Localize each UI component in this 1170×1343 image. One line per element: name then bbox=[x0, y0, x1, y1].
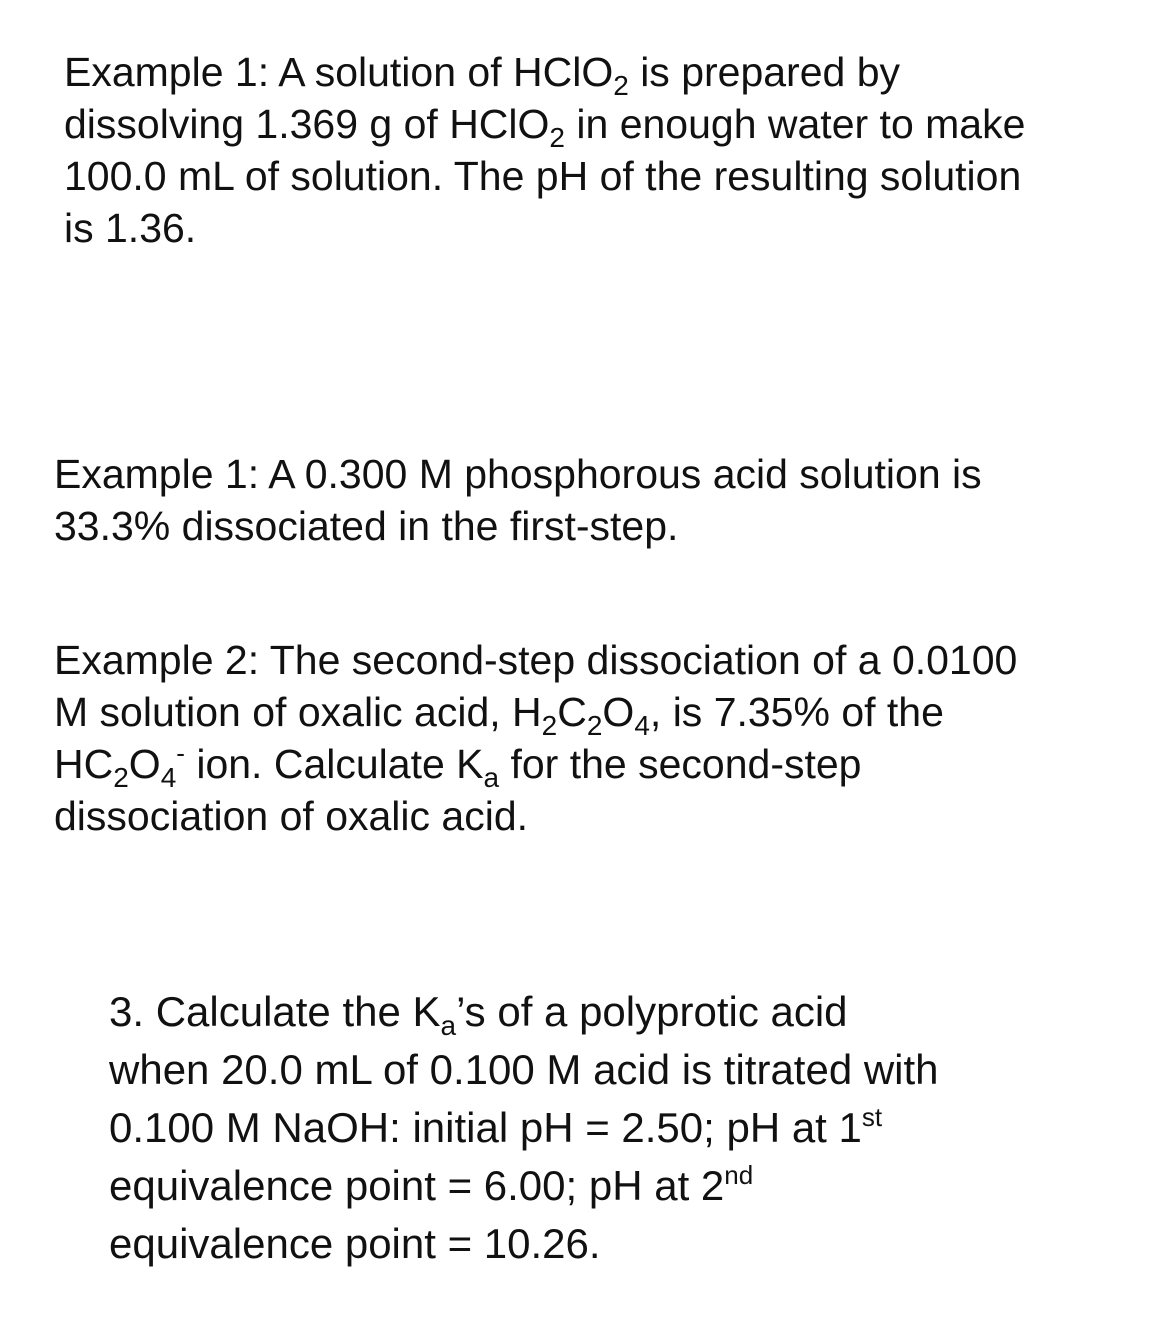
superscript: st bbox=[861, 1102, 883, 1132]
subscript: 4 bbox=[634, 710, 650, 741]
text-line: dissociation of oxalic acid. bbox=[54, 793, 529, 839]
problem-3-paragraph bbox=[109, 983, 939, 1273]
text-line bbox=[54, 738, 1017, 793]
text-line bbox=[64, 46, 1025, 101]
subscript: 2 bbox=[549, 122, 565, 153]
text-run: Example 1: A solution of HClO bbox=[64, 49, 614, 95]
text-run: C bbox=[557, 689, 587, 735]
text-run: ’s of a polyprotic acid bbox=[456, 988, 848, 1035]
subscript: 4 bbox=[160, 762, 177, 793]
subscript: a bbox=[440, 1010, 457, 1041]
subscript: 2 bbox=[113, 762, 129, 793]
text-run: O bbox=[128, 741, 161, 787]
text-run: , is 7.35% of the bbox=[649, 689, 944, 735]
text-line: when 20.0 mL of 0.100 M acid is titrated with bbox=[109, 1046, 939, 1093]
text-line bbox=[54, 686, 1017, 741]
example-oxalic-paragraph bbox=[54, 634, 1017, 842]
text-run: in enough water to make bbox=[565, 101, 1026, 147]
example-phosphorous-paragraph bbox=[54, 448, 982, 552]
subscript: 2 bbox=[541, 710, 558, 741]
superscript: nd bbox=[724, 1160, 754, 1190]
text-line bbox=[109, 1099, 939, 1157]
text-line bbox=[109, 1157, 939, 1215]
text-run: 3. Calculate the K bbox=[109, 988, 441, 1035]
text-run: dissolving 1.369 g of HClO bbox=[64, 101, 550, 147]
text-run: HC bbox=[54, 741, 114, 787]
text-line bbox=[109, 983, 939, 1041]
text-run: equivalence point = 6.00; pH at 2 bbox=[109, 1162, 725, 1209]
subscript: a bbox=[483, 762, 500, 793]
subscript: 2 bbox=[586, 710, 603, 741]
text-run: for the second-step bbox=[499, 741, 862, 787]
subscript: 2 bbox=[613, 70, 629, 101]
text-run: M solution of oxalic acid, H bbox=[54, 689, 542, 735]
text-line: Example 1: A 0.300 M phosphorous acid solution is bbox=[54, 451, 982, 497]
text-line: is 1.36. bbox=[64, 205, 197, 251]
text-run: ion. Calculate K bbox=[184, 741, 484, 787]
text-line bbox=[64, 98, 1026, 153]
text-line: 100.0 mL of solution. The pH of the resulting solution bbox=[64, 153, 1022, 199]
text-run: 0.100 M NaOH: initial pH = 2.50; pH at 1 bbox=[109, 1104, 862, 1151]
text-line: 33.3% dissociated in the first-step. bbox=[54, 503, 679, 549]
text-run: is prepared by bbox=[628, 49, 901, 95]
example-hclo2-paragraph bbox=[64, 46, 1025, 254]
text-run: O bbox=[602, 689, 635, 735]
text-line: equivalence point = 10.26. bbox=[109, 1220, 601, 1267]
text-line: Example 2: The second-step dissociation of a 0.0100 bbox=[54, 637, 1018, 683]
superscript: - bbox=[176, 738, 185, 768]
